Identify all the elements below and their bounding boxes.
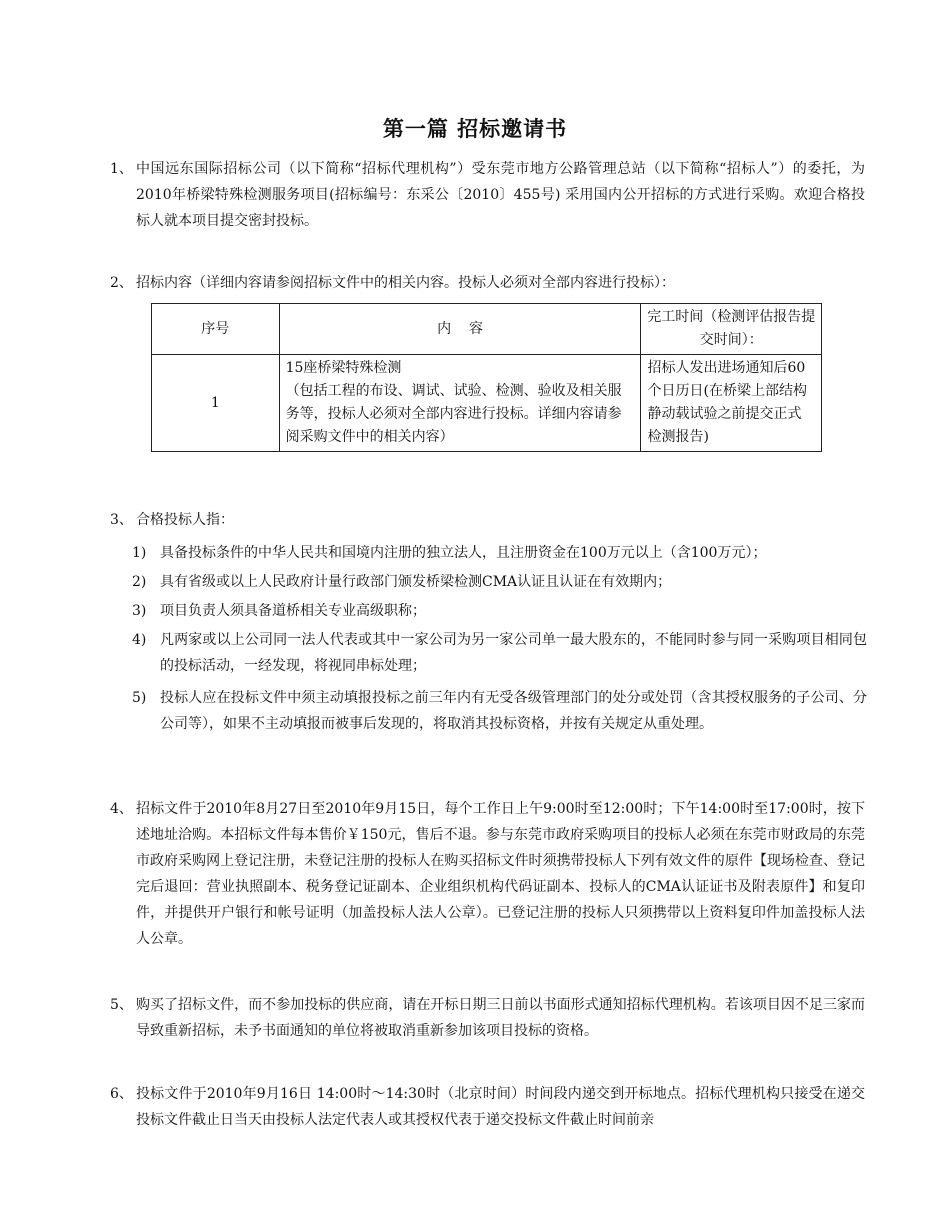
section-number: 6、	[110, 1086, 133, 1102]
item-text: 具备投标条件的中华人民共和国境内注册的独立法人，且注册资金在100万元以上（含100万元）；	[160, 545, 767, 561]
section-number: 2、	[110, 275, 133, 291]
section-3	[110, 507, 865, 533]
section-6	[110, 1081, 865, 1133]
qualification-item	[132, 569, 867, 595]
section-2	[110, 270, 865, 296]
section-text: 合格投标人指：	[136, 512, 234, 528]
section-number: 5、	[110, 997, 133, 1013]
header-no: 序号	[152, 304, 280, 355]
section-number: 4、	[110, 801, 133, 817]
section-text: 投标文件于2010年9月16日 14:00时～14:30时（北京时间）时间段内递交到开标地点。招标代理机构只接受在递交投标文件截止日当天由投标人法定代表人或其授权代表于递交投标文件截止时间前亲	[136, 1086, 865, 1128]
section-text: 招标文件于2010年8月27日至2010年9月15日，每个工作日上午9:00时至12:00时；下午14:00时至17:00时，按下述地址洽购。本招标文件每本售价￥150元，售后不退。参与东莞市政府采购项目的投标人必须在东莞市财政局的东莞市政府采购网上登记注册，未登记注册的投标人在购买招标文件时须携带投标人下列有效文件的原件【现场检查、登记完后退回：营业执照副本、税务登记证副本、企业组织机构代码证副本、投标人的CMA认证证书及附表原件】和复印件，并提供开户银行和帐号证明（加盖投标人法人公章）。已登记注册的投标人只须携带以上资料复印件加盖投标人法人公章。	[136, 801, 865, 947]
section-text: 招标内容（详细内容请参阅招标文件中的相关内容。投标人必须对全部内容进行投标）：	[136, 275, 675, 291]
cell-no: 1	[152, 355, 280, 452]
cell-deadline: 招标人发出进场通知后60个日历日(在桥梁上部结构静动载试验之前提交正式检测报告)	[641, 355, 822, 452]
item-number: 4)	[132, 632, 147, 648]
item-text: 项目负责人须具备道桥相关专业高级职称；	[160, 603, 426, 619]
item-number: 5)	[132, 690, 147, 706]
section-number: 1、	[110, 161, 133, 177]
table-row	[152, 355, 822, 452]
header-deadline: 完工时间（检测评估报告提交时间）：	[641, 304, 822, 355]
bid-content-table	[151, 303, 822, 452]
qualification-item	[132, 598, 867, 624]
item-text: 凡两家或以上公司同一法人代表或其中一家公司为另一家公司单一最大股东的，不能同时参与同一采购项目相同包的投标活动，一经发现，将视同串标处理；	[160, 632, 867, 674]
item-number: 2)	[132, 574, 147, 590]
qualification-item	[132, 685, 867, 737]
item-text: 具有省级或以上人民政府计量行政部门颁发桥梁检测CMA认证且认证在有效期内；	[160, 574, 672, 590]
table-header-row	[152, 304, 822, 355]
qualification-item	[132, 540, 867, 566]
section-number: 3、	[110, 512, 133, 528]
section-4	[110, 796, 865, 952]
section-text: 购买了招标文件，而不参加投标的供应商，请在开标日期三日前以书面形式通知招标代理机构。若该项目因不足三家而导致重新招标，未予书面通知的单位将被取消重新参加该项目投标的资格。	[136, 997, 865, 1039]
section-1	[110, 156, 865, 234]
qualification-item	[132, 627, 867, 679]
cell-content: 15座桥梁特殊检测 （包括工程的布设、调试、试验、检测、验收及相关服务等，投标人必须对全部内容进行投标。详细内容请参阅采购文件中的相关内容）	[279, 355, 641, 452]
item-number: 3)	[132, 603, 147, 619]
page-title: 第一篇 招标邀请书	[382, 117, 568, 141]
header-content: 内 容	[279, 304, 641, 355]
item-number: 1)	[132, 545, 147, 561]
section-text: 中国远东国际招标公司（以下简称“招标代理机构”）受东莞市地方公路管理总站（以下简称“招标人”）的委托，为2010年桥梁特殊检测服务项目(招标编号：东采公〔2010〕455号) 采用国内公开招标的方式进行采购。欢迎合格投标人就本项目提交密封投标。	[136, 161, 865, 229]
section-5	[110, 992, 865, 1044]
item-text: 投标人应在投标文件中须主动填报投标之前三年内有无受各级管理部门的处分或处罚（含其授权服务的子公司、分公司等），如果不主动填报而被事后发现的，将取消其投标资格，并按有关规定从重处理。	[160, 690, 867, 732]
